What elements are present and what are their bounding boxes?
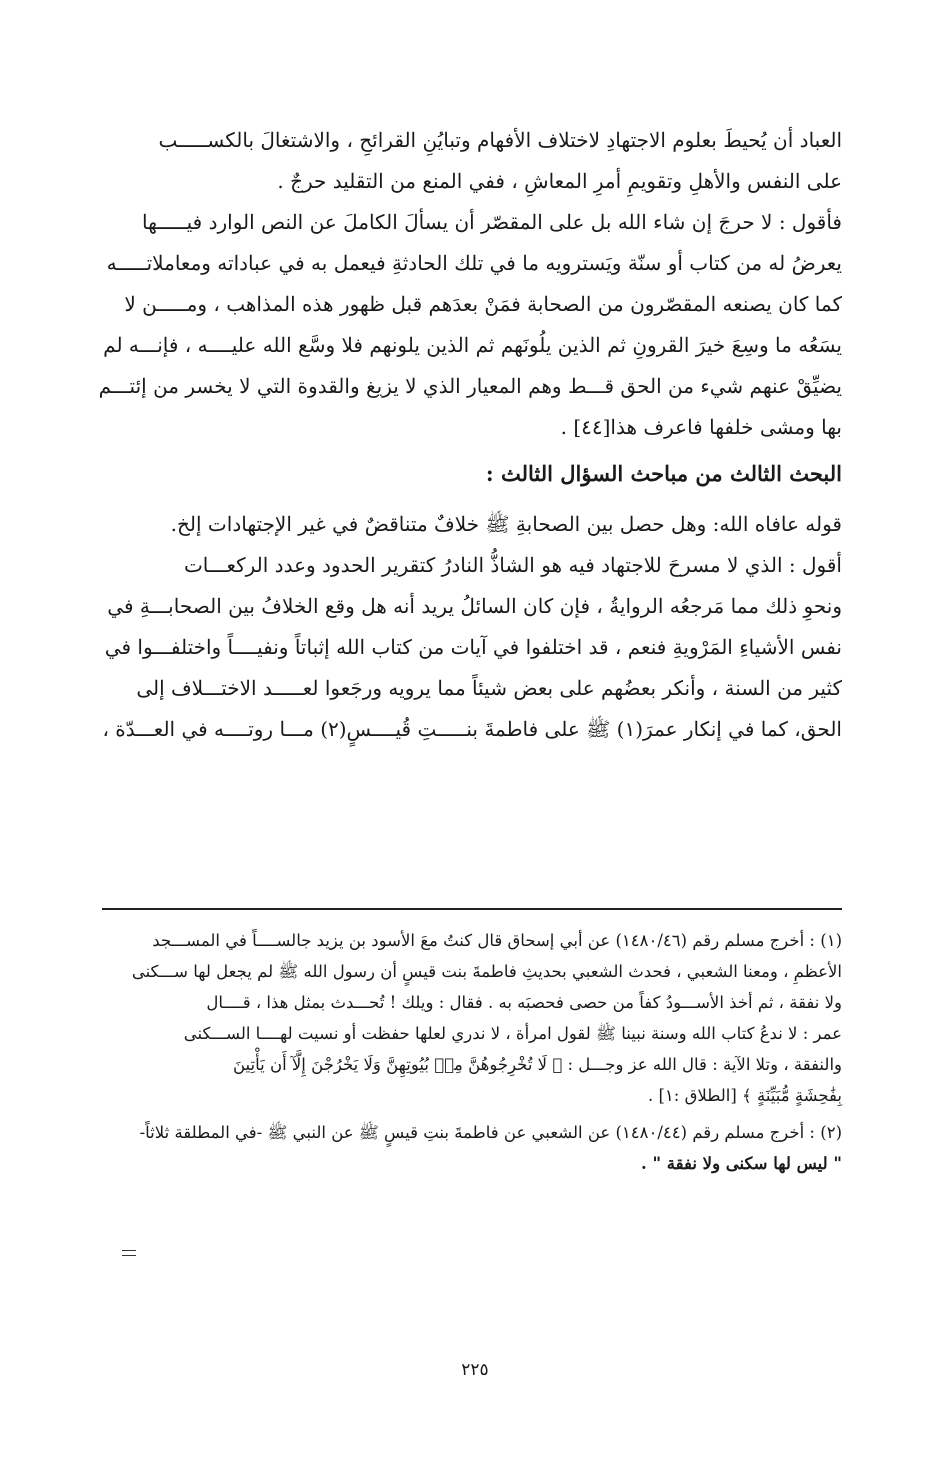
footnote-line: عمر : لا ندعُ كتاب الله وسنة نبينا ﷺ لقول امرأة ، لا ندري لعلها حفظت أو نسيت لهــــا الســـكنى [183,1024,842,1043]
footnote-line: بِفَٰحِشَةٍ مُّبَيِّنَةٍ ﴾ [الطلاق :١] . [647,1086,842,1105]
text-line: فأقول : لا حرجَ إن شاء الله بل على المقصّر أن يسألَ الكاملَ عن النص الوارد فيـــــها [142,210,842,234]
footnote-1 [98,925,842,1111]
section-heading: البحث الثالث من مباحث السؤال الثالث : [485,461,842,486]
text-line: كما كان يصنعه المقصّرون من الصحابة فمَنْ بعدَهم قبل ظهور هذه المذاهب ، ومـــــن لا [124,292,842,316]
footnote-divider [102,908,842,910]
text-line: يضيِّقْ عنهم شيء من الحق قـــط وهم المعيار الذي لا يزيغ والقدوة التي لا يخسر من إئتـــم [98,374,842,398]
text-line: ونحوِ ذلك مما مَرجعُه الروايةُ ، فإن كان السائلُ يريد أنه هل وقع الخلافُ بين الصحابـــةِ في [107,594,842,618]
footnote-line: (٢) : أخرج مسلم رقم (١٤٨٠/٤٤) عن الشعبي عن فاطمةَ بنتِ قيسٍ ﷺ عن النبي ﷺ -في المطلقة ثلاثاً- [139,1123,842,1142]
footnote-line: (١) : أخرج مسلم رقم (١٤٨٠/٤٦) عن أبي إسحاق قال كنتُ معَ الأسود بن يزيد جالســــاً في المســـجد [152,931,842,950]
page-number: ٢٢٥ [461,1360,489,1380]
text-line: على النفس والأهلِ وتقويمِ أمرِ المعاشِ ، ففي المنع من التقليد حرجٌ . [277,169,842,193]
text-line: أقول : الذي لا مسرحَ للاجتهاد فيه هو الشاذُّ النادرُ كتقرير الحدود وعدد الركعـــات [183,553,842,577]
text-line: كثير من السنة ، وأنكر بعضُهم على بعض شيئاً مما يرويه ورجَعوا لعـــــد الاختـــلاف إلى [136,676,842,700]
text-line: العباد أن يُحيطَ بعلوم الاجتهادِ لاختلاف الأفهام وتبايُنِ القرائحِ ، والاشتغالَ بالكســـــب [158,128,842,152]
main-text [98,120,842,750]
footnote-line: والنفقة ، وتلا الآية : قال الله عز وجـــل : ﴿ لَا تُخْرِجُوهُنَّ مِنۢ بُيُوتِهِنَّ وَلَا يَخْرُجْنَ إِلَّآ أَن يَأْتِينَ [232,1055,842,1074]
text-line: يسَعُه ما وسِعَ خيرَ القرونِ ثم الذين يلُونَهم ثم الذين يلونهم فلا وسَّع الله عليــــه ، فإنـــه لم [103,333,842,357]
footnote-quote: " ليس لها سكنى ولا نفقة " . [640,1154,842,1173]
footnote-line: ولا نفقة ، ثم أخذ الأســـودُ كفاً من حصى فحصبَه به . فقال : ويلك ! تُحـــدث بمثل هذا ، قــــال [206,993,842,1012]
text-line: قوله عافاه الله: وهل حصل بين الصحابةِ ﷺ خلافٌ متناقضٌ في غير الإجتهادات إلخ. [170,512,842,536]
footnotes [98,925,842,1179]
continuation-mark [122,1250,136,1256]
text-line: يعرضُ له من كتاب أو سنّة ويَسترويه ما في تلك الحادثةِ فيعمل به في عباداته ومعاملاتـــــه [106,251,842,275]
text-line: بها ومشى خلفها فاعرف هذا[٤٤] . [560,415,842,439]
footnote-line: الأعظمِ ، ومعنا الشعبي ، فحدث الشعبي بحديثِ فاطمةَ بنت قيسٍ أن رسول الله ﷺ لم يجعل لها ســـكنى [131,962,842,981]
text-line: الحق، كما في إنكار عمرَ(١) ﷺ على فاطمةَ بنـــــتِ قُيــــسٍ(٢) مـــا روتــــه في العـــدّة ، [102,717,842,741]
footnote-2 [98,1117,842,1179]
text-line: نفس الأشياءِ المَرْويةِ فنعم ، قد اختلفوا في آيات من كتاب الله إثباتاً ونفيــــاً واختلفـــوا في [104,635,842,659]
